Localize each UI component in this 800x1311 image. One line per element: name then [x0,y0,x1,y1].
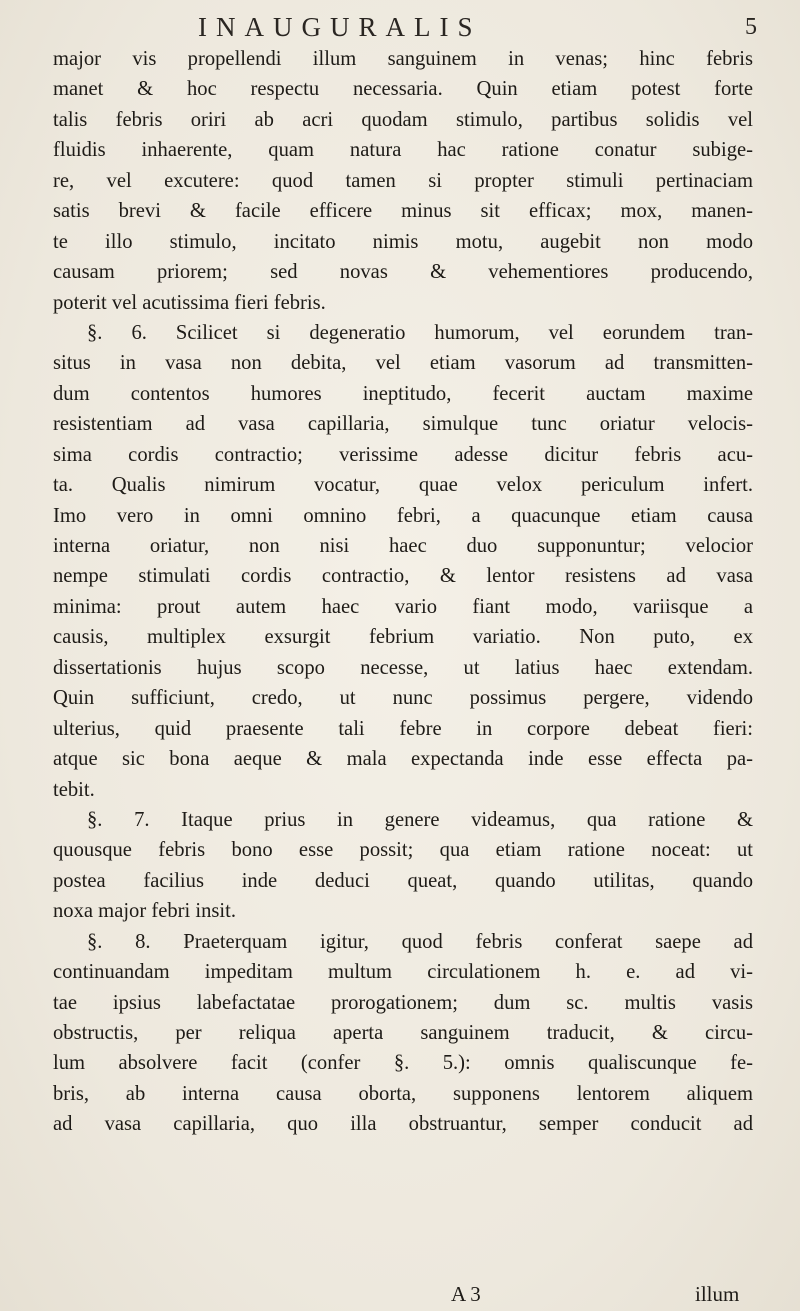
text-line: dissertationis hujus scopo necesse, ut latius haec extendam. [53,656,753,679]
text-line: dum contentos humores ineptitudo, fecerit auctam maxime [53,382,753,405]
section-6-start: §. 6. Scilicet si degeneratio humorum, vel eorundem tran- [87,321,753,344]
text-line: causis, multiplex exsurgit febrium variatio. Non puto, ex [53,626,753,649]
text-line: continuandam impeditam multum circulationem h. e. ad vi- [53,961,753,984]
text-line: Imo vero in omni omnino febri, a quacunque etiam causa [53,504,753,527]
text-line: bris, ab interna causa oborta, supponens lentorem aliquem [53,1082,753,1105]
text-line: resistentiam ad vasa capillaria, simulque tunc oriatur velocis- [53,413,753,436]
page-number: 5 [745,14,757,40]
catchword: illum [695,1282,740,1306]
section-8-start: §. 8. Praeterquam igitur, quod febris conferat saepe ad [87,930,753,953]
text-line: sima cordis contractio; verissime adesse dicitur febris acu- [53,443,753,466]
text-line: minima: prout autem haec vario fiant modo, variisque a [53,595,753,618]
text-line: situs in vasa non debita, vel etiam vasorum ad transmitten- [53,352,753,375]
signature-mark: A 3 [451,1282,481,1306]
body-text [53,44,753,1140]
text-line: te illo stimulo, incitato nimis motu, augebit non modo [53,230,753,253]
text-line: satis brevi & facile efficere minus sit efficax; mox, manen- [53,200,753,223]
text-line: poterit vel acutissima fieri febris. [53,291,326,314]
text-line: fluidis inhaerente, quam natura hac ratione conatur subige- [53,139,753,162]
text-line: interna oriatur, non nisi haec duo supponuntur; velocior [53,535,753,557]
text-line: causam priorem; sed novas & vehementiores producendo, [53,261,753,284]
text-line: lum absolvere facit (confer §. 5.): omnis qualiscunque fe- [53,1052,753,1075]
text-line: noxa major febri insit. [53,900,237,923]
text-line: tae ipsius labefactatae prorogationem; dum sc. multis vasis [53,991,753,1014]
text-line: atque sic bona aeque & mala expectanda inde esse effecta pa- [53,748,753,771]
text-line: Quin sufficiunt, credo, ut nunc possimus pergere, videndo [53,687,753,710]
running-title: INAUGURALIS [198,12,482,42]
text-line: manet & hoc respectu necessaria. Quin etiam potest forte [53,78,753,101]
section-7-start: §. 7. Itaque prius in genere videamus, qua ratione & [87,808,753,831]
text-line: obstructis, per reliqua aperta sanguinem traducit, & circu- [53,1022,753,1044]
text-line: ta. Qualis nimirum vocatur, quae velox periculum infert. [53,474,753,497]
text-line: nempe stimulati cordis contractio, & lentor resistens ad vasa [53,565,753,588]
text-line: ad vasa capillaria, quo illa obstruantur, semper conducit ad [53,1113,753,1136]
text-line: major vis propellendi illum sanguinem in venas; hinc febris [53,48,753,70]
text-line: talis febris oriri ab acri quodam stimulo, partibus solidis vel [53,108,753,131]
page-footer [0,1282,800,1310]
text-line: tebit. [53,778,95,801]
text-line: quousque febris bono esse possit; qua etiam ratione noceat: ut [53,839,753,862]
text-line: postea facilius inde deduci queat, quando utilitas, quando [53,869,753,892]
text-line: ulterius, quid praesente tali febre in corpore debeat fieri: [53,717,753,740]
page-header [0,8,800,48]
text-line: re, vel excutere: quod tamen si propter stimuli pertinaciam [53,169,753,192]
